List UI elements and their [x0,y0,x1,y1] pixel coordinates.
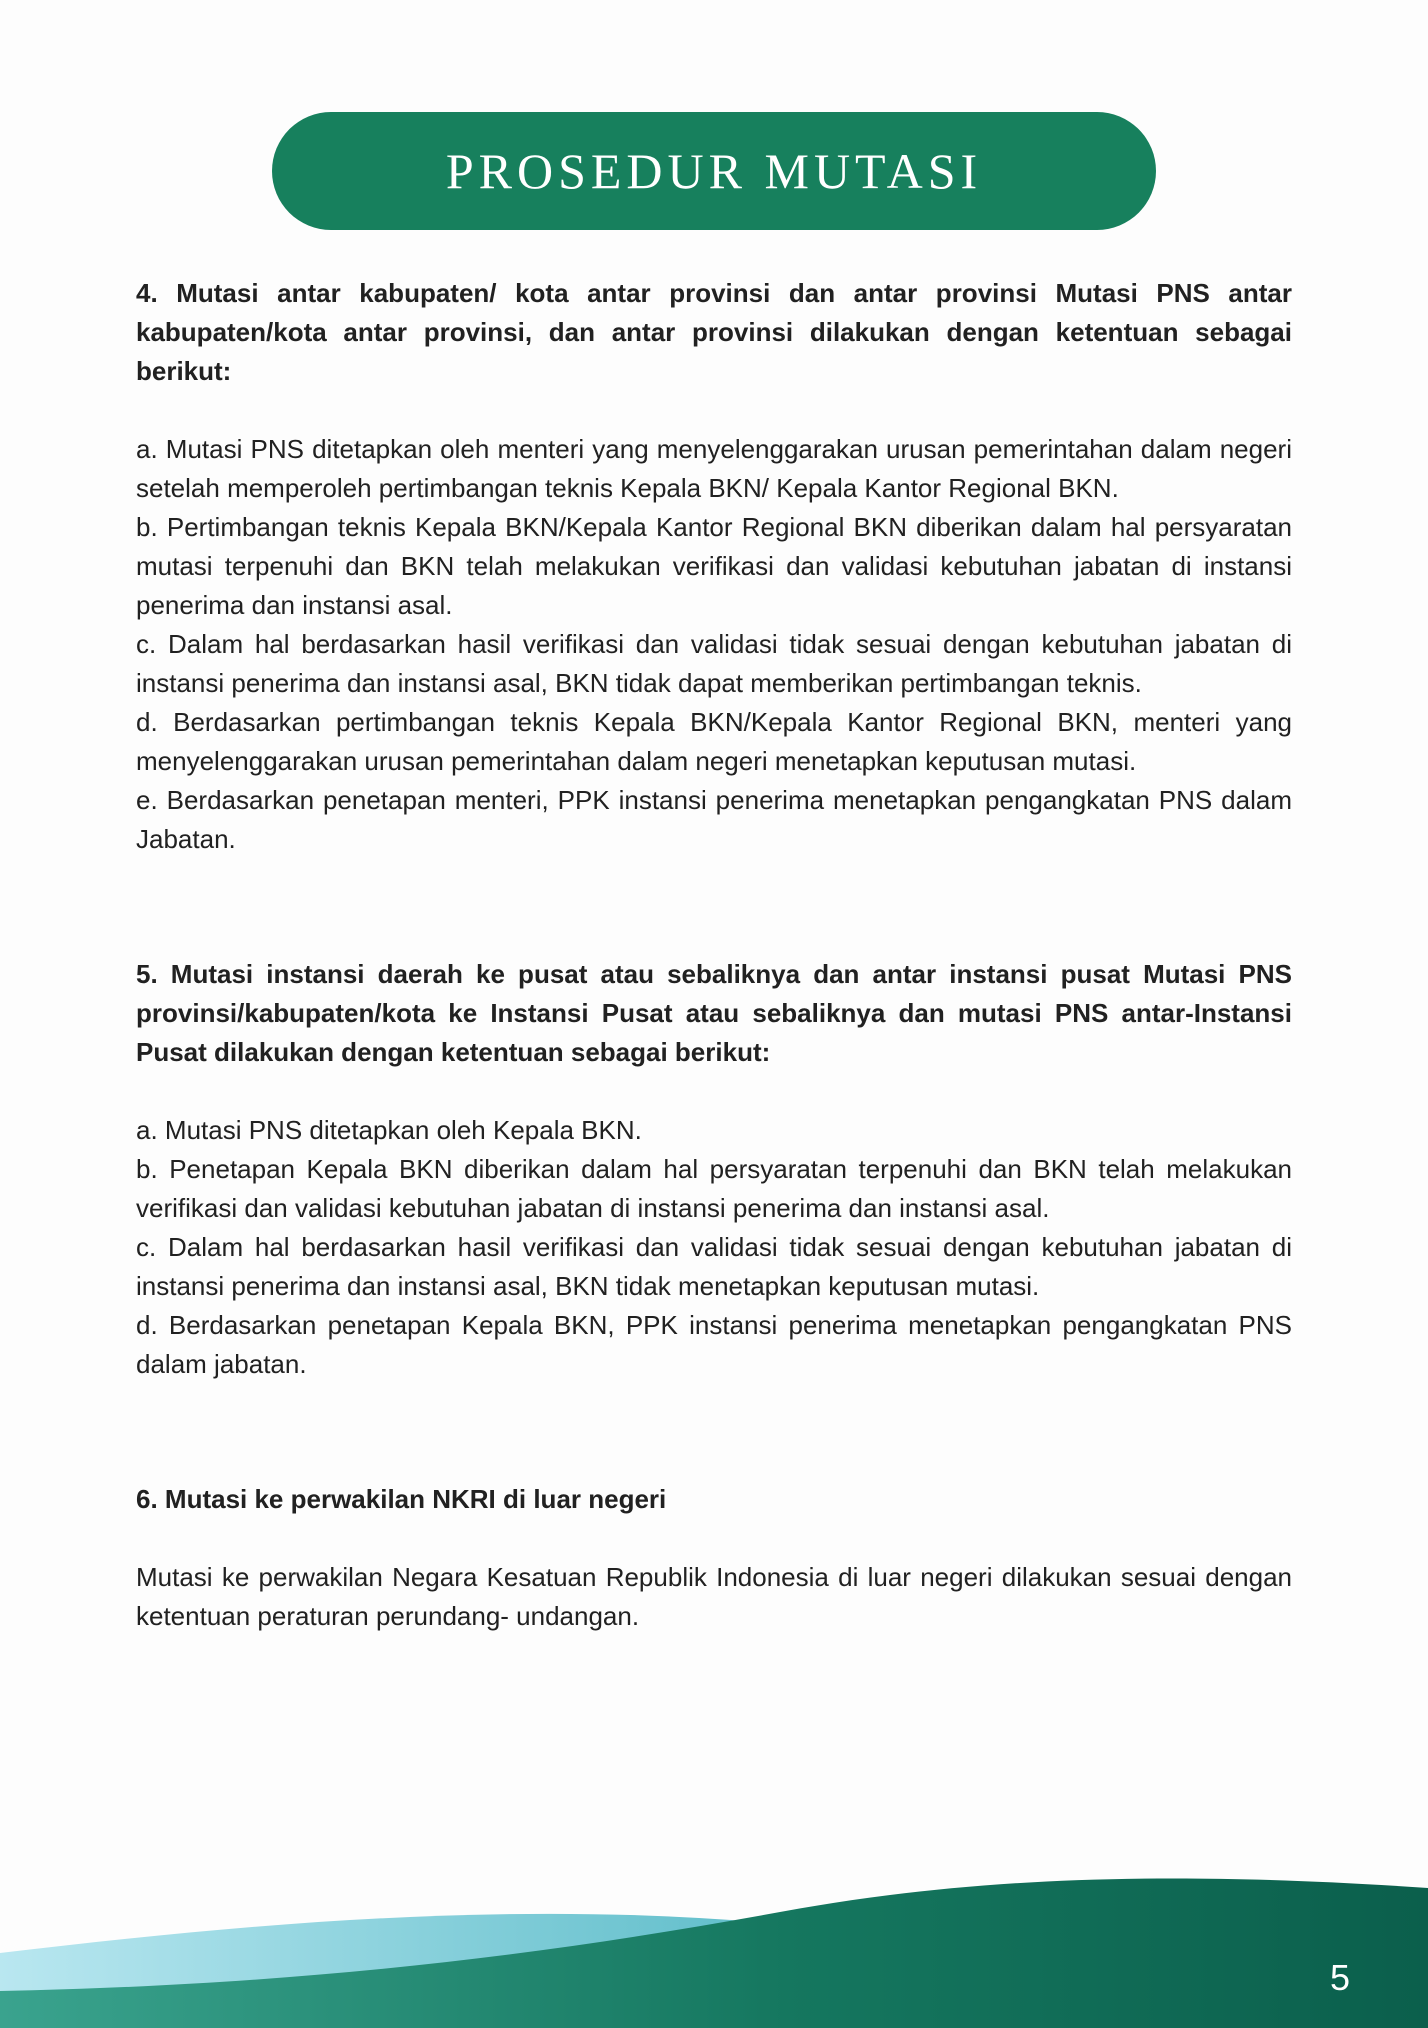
list-item: d. Berdasarkan pertimbangan teknis Kepala BKN/Kepala Kantor Regional BKN, menteri yang menyelenggarakan urusan pemerintahan dalam negeri menetapkan keputusan mutasi. [136,707,1292,776]
section-5-heading: 5. Mutasi instansi daerah ke pusat atau sebaliknya dan antar instansi pusat Mutasi PNS provinsi/kabupaten/kota ke Instansi Pusat atau sebaliknya dan mutasi PNS antar-Instansi Pusat dilakukan dengan ketentuan sebagai berikut: [136,959,1292,1067]
list-item: b. Pertimbangan teknis Kepala BKN/Kepala Kantor Regional BKN diberikan dalam hal persyaratan mutasi terpenuhi dan BKN telah melakukan verifikasi dan validasi kebutuhan jabatan di instansi penerima dan instansi asal. [136,512,1292,620]
section-4-items [136,430,1292,859]
wave-decoration-graphic [0,1838,1428,2028]
list-item: e. Berdasarkan penetapan menteri, PPK instansi penerima menetapkan pengangkatan PNS dalam Jabatan. [136,785,1292,854]
section-6-heading: 6. Mutasi ke perwakilan NKRI di luar negeri [136,1484,667,1514]
section-4-heading: 4. Mutasi antar kabupaten/ kota antar provinsi dan antar provinsi Mutasi PNS antar kabupaten/kota antar provinsi, dan antar provinsi dilakukan dengan ketentuan sebagai berikut: [136,278,1292,386]
list-item: d. Berdasarkan penetapan Kepala BKN, PPK instansi penerima menetapkan pengangkatan PNS dalam jabatan. [136,1310,1292,1379]
list-item: c. Dalam hal berdasarkan hasil verifikasi dan validasi tidak sesuai dengan kebutuhan jabatan di instansi penerima dan instansi asal, BKN tidak menetapkan keputusan mutasi. [136,1232,1292,1301]
list-item: c. Dalam hal berdasarkan hasil verifikasi dan validasi tidak sesuai dengan kebutuhan jabatan di instansi penerima dan instansi asal, BKN tidak dapat memberikan pertimbangan teknis. [136,629,1292,698]
page-number: 5 [1329,1957,1350,1998]
section-6-body: Mutasi ke perwakilan Negara Kesatuan Republik Indonesia di luar negeri dilakukan sesuai dengan ketentuan peraturan perundang- undangan. [136,1562,1292,1631]
list-item: a. Mutasi PNS ditetapkan oleh menteri yang menyelenggarakan urusan pemerintahan dalam negeri setelah memperoleh pertimbangan teknis Kepala BKN/ Kepala Kantor Regional BKN. [136,434,1292,503]
footer-wave [0,1838,1428,2028]
list-item: a. Mutasi PNS ditetapkan oleh Kepala BKN. [136,1115,642,1145]
document-content [136,274,1292,1636]
section-5-items [136,1111,1292,1384]
title-banner [272,112,1156,230]
page-title: PROSEDUR MUTASI [445,143,983,199]
list-item: b. Penetapan Kepala BKN diberikan dalam hal persyaratan terpenuhi dan BKN telah melakukan verifikasi dan validasi kebutuhan jabatan di instansi penerima dan instansi asal. [136,1154,1292,1223]
